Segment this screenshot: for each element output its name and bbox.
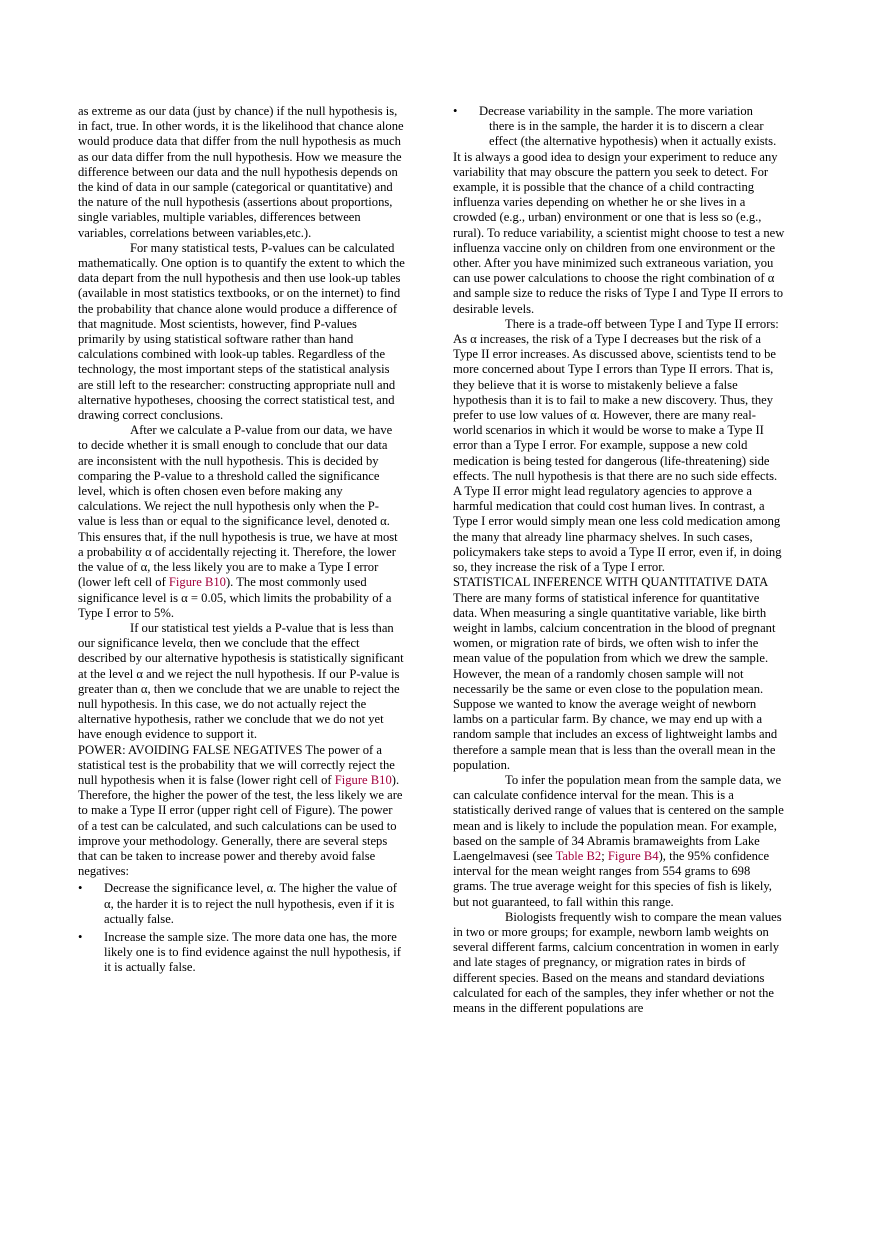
paragraph-pvalue-calculation: For many statistical tests, P-values can be calculated mathematically. One option is to quantify the extent to which the data depart from the null hypothesis and then use look-up tables (available in most statistics textbooks, or on the internet) to find the probability that chance alone would produce a difference of that magnitude. Most scientists, however, find P-values primarily by using statistical software rather than hand calculations combined with look-up tables. Regardless of the technology, the most important steps of the statistical analysis are still left to the researcher: constructing appropriate null and alternative hypotheses, choosing the correct statistical test, and drawing correct conclusions. — [78, 240, 405, 423]
paragraph-reduce-variability: It is always a good idea to design your experiment to reduce any variability that may obscure the pattern you seek to detect. For example, it is possible that the chance of a child contracting influenza varies depending on whether he or she lives in a crowded (e.g., urban) environment or one that is less so (e.g., rural). To reduce variability, a scientist might choose to test a new influenza vaccine only on children from one environment or the other. After you have minimized such extraneous variation, you can use power calculations to choose the right combination of α and sample size to reduce the risks of Type I and Type II errors to desirable levels. — [453, 149, 785, 316]
figure-b10-link[interactable]: Figure B10 — [334, 772, 392, 787]
figure-b4-link[interactable]: Figure B4 — [607, 848, 659, 863]
paragraph-pvalue-definition: as extreme as our data (just by chance) if the null hypothesis is, in fact, true. In other words, it is the likelihood that chance alone would produce data that differ from the null hypothesis as much as our data differ from the null hypothesis. How we measure the difference between our data and the null hypothesis depends on the kind of data in our sample (categorical or quantitative) and the nature of the null hypothesis (assertions about proportions, single variables, multiple variables, differences between variables, correlations between variables,etc.). — [78, 104, 404, 240]
text-segment: To infer the population mean from the sample data, we can calculate confidence interval for the mean. This is a statistically derived range of values that is centered on the sample mean and is likely to include the population mean. For example, based on the sample of 34 Abramis bramaweights from Lake Laengelmavesi (see — [453, 772, 784, 863]
power-steps-list-continued — [453, 104, 785, 150]
bullet-icon: • — [453, 104, 458, 118]
text-segment: POWER: AVOIDING FALSE NEGATIVES The power of a statistical test is the probability that we will correctly reject the null hypothesis when it is false (lower right cell of — [78, 742, 395, 787]
list-item — [453, 104, 785, 150]
paragraph-confidence-interval — [453, 773, 785, 910]
power-steps-list — [78, 881, 405, 975]
paragraph-tradeoff: There is a trade-off between Type I and Type II errors: As α increases, the risk of a Type I decreases but the risk of a Type II error increases. As discussed above, scientists tend to be more concerned about Type I errors than Type II errors. That is, they believe that it is worse to mistakenly believe a false hypothesis than it is to fail to make a new discovery. Thus, they prefer to use low values of α. However, there are many real-world scenarios in which it would be worse to make a Type II error than a Type I error. For example, suppose a new cold medication is being tested for dangerous (life-threatening) side effects. The null hypothesis is that there are no such side effects. A Type II error might lead regulatory agencies to approve a harmful medication that could cost human lives. In contrast, a Type I error would simply mean one less cold medication among the many that already line pharmacy shelves. In such cases, policymakers take steps to avoid a Type II error, even if, in doing so, they increase the risk of a Type I error. — [453, 316, 782, 575]
figure-b10-link[interactable]: Figure B10 — [168, 575, 226, 590]
table-b2-link[interactable]: Table B2 — [555, 848, 602, 863]
left-column — [78, 104, 405, 979]
text-segment: After we calculate a P-value from our data, we have to decide whether it is small enough to conclude that our data are inconsistent with the null hypothesis. This is decided by comparing the P-value to a threshold called the significance level, which is often chosen even before making any calculations. We reject the null hypothesis only when the P-value is less than or equal to the significance level, denoted α. This ensures that, if the null hypothesis is true, we have at most a probability α of accidentally rejecting it. Therefore, the lower the value of α, the less likely you are to make a Type I error (lower left cell of — [78, 423, 398, 590]
list-item — [78, 881, 405, 927]
list-item — [78, 930, 405, 976]
text-segment: ; — [601, 848, 608, 863]
list-item-text: Decrease the significance level, α. The higher the value of α, the harder it is to reject the null hypothesis, even if it is actually false. — [104, 881, 397, 926]
right-column — [453, 104, 785, 1016]
bullet-icon: • — [78, 929, 83, 944]
bullet-icon: • — [78, 881, 83, 896]
text-segment: ), the 95% confidence interval for the mean weight ranges from 554 grams to 698 grams. The true average weight for this species of fish is likely, but not guaranteed, to fall within this range. — [453, 848, 772, 909]
paragraph-power-section — [78, 743, 405, 880]
list-item-text: there is in the sample, the harder it is to discern a clear effect (the alternative hypothesis) when it actually exists. — [489, 119, 777, 149]
list-item-text: Increase the sample size. The more data one has, the more likely one is to find evidence against the null hypothesis, if it is actually false. — [104, 929, 401, 975]
paragraph-significance-level — [78, 423, 405, 621]
text-segment: ). The most commonly used significance level is α = 0.05, which limits the probability of a Type I error to 5%. — [78, 575, 392, 620]
list-item-text: Decrease variability in the sample. The more variation — [479, 104, 753, 118]
paragraph-compare-means: Biologists frequently wish to compare the mean values in two or more groups; for example, newborn lamb weights on several different farms, calcium concentration in women in early and late stages of pregnancy, or migration rates in birds of different species. Based on the means and standard deviations calculated for each of the samples, they infer whether or not the means in the different populations are — [453, 909, 782, 1015]
text-segment: ). Therefore, the higher the power of the test, the less likely we are to make a Type II error (upper right cell of Figure). The power of a test can be calculated, and such calculations can be used to improve your methodology. Generally, there are several steps that can be taken to increase power and thereby avoid false negatives: — [78, 772, 403, 879]
paragraph-statistical-significance: If our statistical test yields a P-value that is less than our significance levelα, then we conclude that the effect described by our alternative hypothesis is statistically significant at the level α and we reject the null hypothesis. If our P-value is greater than α, then we conclude that we are unable to reject the null hypothesis. In this case, we do not actually reject the alternative hypothesis, rather we conclude that we do not yet have enough evidence to support it. — [78, 620, 404, 742]
paragraph-quantitative-inference: STATISTICAL INFERENCE WITH QUANTITATIVE DATA There are many forms of statistical inference for quantitative data. When measuring a single quantitative variable, like birth weight in lambs, calcium concentration in the blood of pregnant women, or migration rate of birds, we often wish to infer the mean value of the population from which we drew the sample. However, the mean of a randomly chosen sample will not necessarily be the same or even close to the population mean. Suppose we wanted to know the average weight of newborn lambs on a particular farm. By chance, we may end up with a random sample that includes an excess of lightweight lambs and therefore a sample mean that is less than the overall mean in the population. — [453, 575, 778, 772]
